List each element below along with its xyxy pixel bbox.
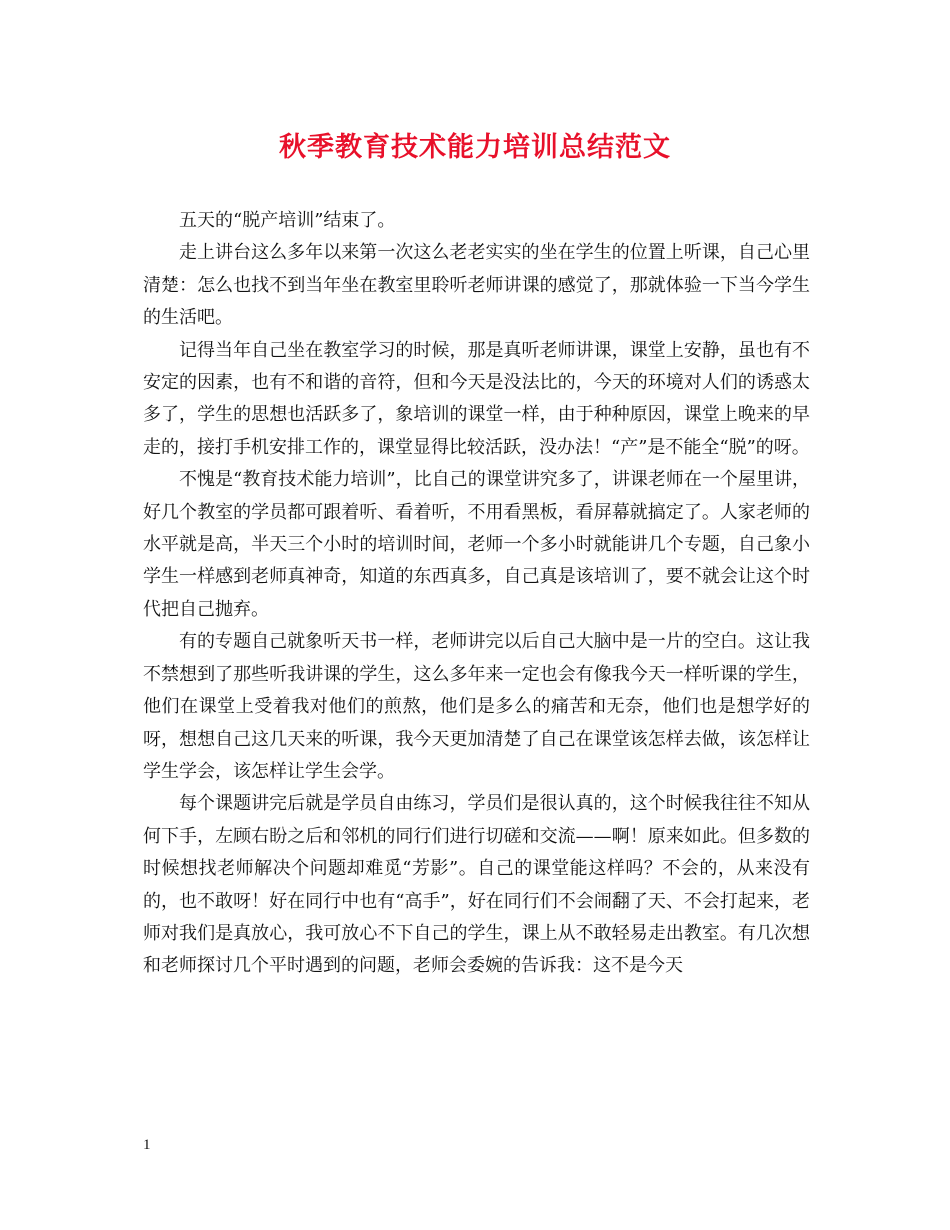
paragraph-2: 走上讲台这么多年以来第一次这么老老实实的坐在学生的位置上听课，自己心里清楚：怎么也找不到当年坐在教室里聆听老师讲课的感觉了，那就体验一下当今学生的生活吧。 bbox=[143, 242, 810, 329]
paragraph-3: 记得当年自己坐在教室学习的时候，那是真听老师讲课，课堂上安静，虽也有不安定的因素，也有不和谐的音符，但和今天是没法比的，今天的环境对人们的诱惑太多了，学生的思想也活跃多了，象培训的课堂一样，由于种种原因，课堂上晚来的早走的，接打手机安排工作的，课堂显得比较活跃，没办法！“产”是不能全“脱”的呀。 bbox=[143, 339, 810, 458]
paragraph-1: 五天的“脱产培训”结束了。 bbox=[179, 210, 396, 231]
document-body bbox=[143, 205, 810, 983]
paragraph-5: 有的专题自己就象听天书一样，老师讲完以后自己大脑中是一片的空白。这让我不禁想到了那些听我讲课的学生，这么多年来一定也会有像我今天一样听课的学生，他们在课堂上受着我对他们的煎熬，他们是多么的痛苦和无奈，他们也是想学好的呀，想想自己这几天来的听课，我今天更加清楚了自己在课堂该怎样去做，该怎样让学生学会，该怎样让学生会学。 bbox=[143, 631, 810, 782]
paragraph-4: 不愧是“教育技术能力培训”，比自己的课堂讲究多了，讲课老师在一个屋里讲，好几个教室的学员都可跟着听、看着听，不用看黑板，看屏幕就搞定了。人家老师的水平就是高，半天三个小时的培训时间，老师一个多小时就能讲几个专题，自己象小学生一样感到老师真神奇，知道的东西真多，自己真是该培训了，要不就会让这个时代把自己抛弃。 bbox=[143, 469, 810, 620]
document-title: 秋季教育技术能力培训总结范文 bbox=[279, 132, 671, 163]
page-number: 1 bbox=[143, 1137, 151, 1153]
paragraph-6: 每个课题讲完后就是学员自由练习，学员们是很认真的，这个时候我往往不知从何下手，左顾右盼之后和邻机的同行们进行切磋和交流——啊！原来如此。但多数的时候想找老师解决个问题却难觅“芳影”。自己的课堂能这样吗？不会的，从来没有的，也不敢呀！好在同行中也有“高手”，好在同行们不会闹翻了天、不会打起来，老师对我们是真放心，我可放心不下自己的学生，课上从不敢轻易走出教室。有几次想和老师探讨几个平时遇到的问题，老师会委婉的告诉我：这不是今天 bbox=[143, 793, 810, 977]
